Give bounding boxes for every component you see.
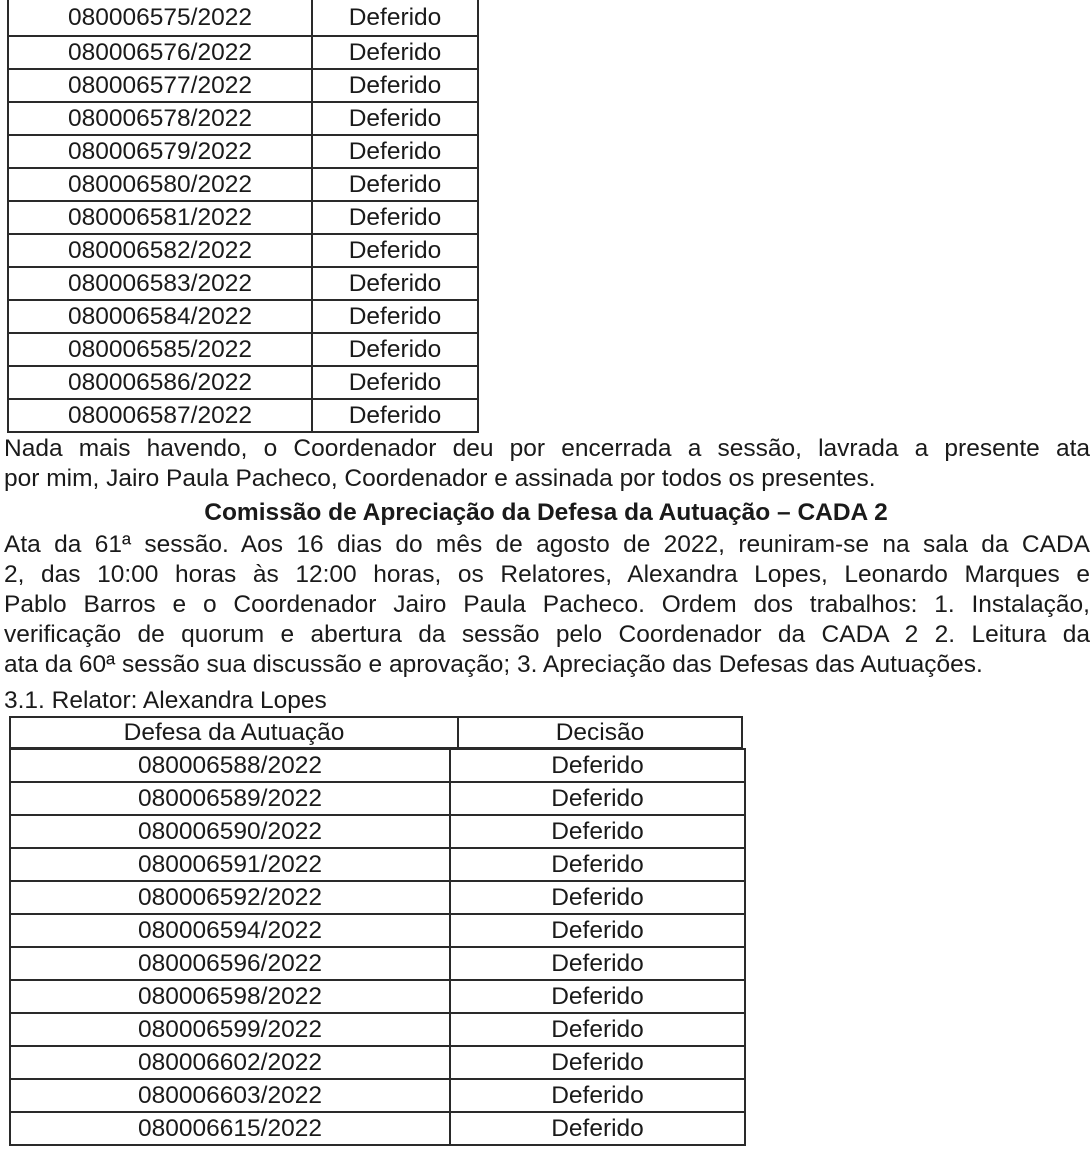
- decisao-cell: Deferido: [450, 1112, 745, 1145]
- decisao-cell: Deferido: [312, 366, 478, 399]
- table-row: [10, 881, 745, 914]
- table-row: [8, 333, 478, 366]
- decisao-cell: Deferido: [312, 300, 478, 333]
- defesa-cell: 080006590/2022: [10, 815, 450, 848]
- defesa-cell: 080006587/2022: [8, 399, 312, 432]
- defesa-cell: 080006585/2022: [8, 333, 312, 366]
- table-row: [10, 1112, 745, 1145]
- table-row: [8, 399, 478, 432]
- decisao-cell: Deferido: [450, 1079, 745, 1112]
- column-header-decisao: Decisão: [458, 717, 742, 748]
- table-row: [10, 1079, 745, 1112]
- table-row: [8, 168, 478, 201]
- table-row: [10, 1046, 745, 1079]
- defesa-cell: 080006577/2022: [8, 69, 312, 102]
- defesa-cell: 080006602/2022: [10, 1046, 450, 1079]
- table-row: [8, 69, 478, 102]
- table-header-row: [10, 717, 742, 748]
- defesa-cell: 080006603/2022: [10, 1079, 450, 1112]
- decisao-cell: Deferido: [312, 201, 478, 234]
- defesa-cell: 080006596/2022: [10, 947, 450, 980]
- defesa-cell: 080006598/2022: [10, 980, 450, 1013]
- decisao-cell: Deferido: [312, 0, 478, 36]
- decisao-cell: Deferido: [450, 749, 745, 782]
- table-row: [10, 947, 745, 980]
- decisions-table-1: [7, 0, 479, 433]
- table-row: [8, 267, 478, 300]
- section-heading: Comissão de Apreciação da Defesa da Autuação – CADA 2: [204, 499, 888, 526]
- table-row: [10, 815, 745, 848]
- decisao-cell: Deferido: [450, 782, 745, 815]
- table-row: [10, 980, 745, 1013]
- defesa-cell: 080006584/2022: [8, 300, 312, 333]
- ata-line: Ata da 61ª sessão. Aos 16 dias do mês de agosto de 2022, reuniram-se na sala da CADA: [4, 531, 1090, 558]
- decisao-cell: Deferido: [312, 234, 478, 267]
- defesa-cell: 080006579/2022: [8, 135, 312, 168]
- table-row: [8, 36, 478, 69]
- defesa-cell: 080006594/2022: [10, 914, 450, 947]
- decisao-cell: Deferido: [450, 1013, 745, 1046]
- closing-paragraph: [4, 434, 1090, 494]
- decisao-cell: Deferido: [312, 267, 478, 300]
- decisao-cell: Deferido: [450, 914, 745, 947]
- column-header-defesa: Defesa da Autuação: [10, 717, 458, 748]
- table-row: [8, 366, 478, 399]
- decisao-cell: Deferido: [450, 980, 745, 1013]
- decisao-cell: Deferido: [312, 399, 478, 432]
- table-row: [8, 0, 478, 36]
- relator-label: 3.1. Relator: Alexandra Lopes: [4, 687, 327, 714]
- table-row: [10, 848, 745, 881]
- decisao-cell: Deferido: [450, 1046, 745, 1079]
- ata-line: verificação de quorum e abertura da sessão pelo Coordenador da CADA 2 2. Leitura da: [4, 621, 1090, 648]
- defesa-cell: 080006588/2022: [10, 749, 450, 782]
- decisao-cell: Deferido: [450, 815, 745, 848]
- decisions-table-2: [9, 748, 746, 1146]
- defesa-cell: 080006578/2022: [8, 102, 312, 135]
- defesa-cell: 080006589/2022: [10, 782, 450, 815]
- decisao-cell: Deferido: [450, 848, 745, 881]
- closing-line: por mim, Jairo Paula Pacheco, Coordenador e assinada por todos os presentes.: [4, 465, 876, 492]
- decisions-table-1-body: [8, 0, 478, 432]
- decisao-cell: Deferido: [312, 135, 478, 168]
- table-row: [10, 914, 745, 947]
- defesa-cell: 080006592/2022: [10, 881, 450, 914]
- table-row: [8, 135, 478, 168]
- decisao-cell: Deferido: [312, 36, 478, 69]
- defesa-cell: 080006575/2022: [8, 0, 312, 36]
- decisao-cell: Deferido: [312, 168, 478, 201]
- decisions-table-2-header: [9, 716, 743, 748]
- decisao-cell: Deferido: [450, 947, 745, 980]
- decisions-table-2-body: [10, 749, 745, 1145]
- table-row: [8, 201, 478, 234]
- table-row: [10, 749, 745, 782]
- defesa-cell: 080006582/2022: [8, 234, 312, 267]
- defesa-cell: 080006576/2022: [8, 36, 312, 69]
- ata-line: 2, das 10:00 horas às 12:00 horas, os Relatores, Alexandra Lopes, Leonardo Marques e: [4, 561, 1090, 588]
- decisao-cell: Deferido: [312, 102, 478, 135]
- ata-paragraph: [4, 530, 1090, 680]
- defesa-cell: 080006581/2022: [8, 201, 312, 234]
- table-row: [10, 782, 745, 815]
- ata-line: Pablo Barros e o Coordenador Jairo Paula Pacheco. Ordem dos trabalhos: 1. Instalação,: [4, 591, 1090, 618]
- defesa-cell: 080006599/2022: [10, 1013, 450, 1046]
- defesa-cell: 080006586/2022: [8, 366, 312, 399]
- decisao-cell: Deferido: [450, 881, 745, 914]
- closing-line: Nada mais havendo, o Coordenador deu por encerrada a sessão, lavrada a presente ata: [4, 435, 1090, 462]
- defesa-cell: 080006615/2022: [10, 1112, 450, 1145]
- ata-line: ata da 60ª sessão sua discussão e aprovação; 3. Apreciação das Defesas das Autuações.: [4, 651, 983, 678]
- table-row: [8, 300, 478, 333]
- decisao-cell: Deferido: [312, 333, 478, 366]
- decisao-cell: Deferido: [312, 69, 478, 102]
- defesa-cell: 080006580/2022: [8, 168, 312, 201]
- table-row: [10, 1013, 745, 1046]
- defesa-cell: 080006591/2022: [10, 848, 450, 881]
- table-row: [8, 234, 478, 267]
- table-row: [8, 102, 478, 135]
- defesa-cell: 080006583/2022: [8, 267, 312, 300]
